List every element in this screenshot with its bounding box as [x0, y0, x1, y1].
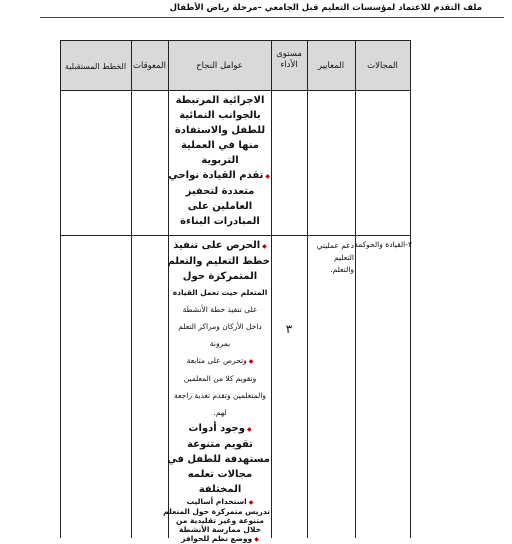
row2-line: ◆وجود أدوات	[188, 423, 252, 434]
header-cell-obstacles	[131, 40, 168, 90]
row2-line: المتمركزة حول	[182, 271, 258, 282]
table-border-right	[410, 40, 411, 538]
table-border-left	[60, 40, 61, 538]
table-header-bottom	[60, 90, 410, 91]
row2-line: تقويم متنوعة	[187, 439, 253, 450]
bullet-icon: ◆	[246, 426, 252, 433]
header-future-label: الخطط المستقبلية	[64, 62, 127, 71]
row2-line: على تنفيذ خطة الأنشطة	[182, 305, 258, 314]
row2-line: لهم.	[213, 408, 227, 417]
row2-line: مجالات تعلمه	[187, 469, 253, 480]
row1-line: بالجوانب النمائية	[179, 110, 261, 121]
row2-line: متنوعة وغير تقليدية من	[176, 516, 264, 525]
bullet-icon: ◆	[265, 173, 270, 180]
row2-line: المتعلم حيث تعمل القيادة	[172, 288, 268, 297]
row2-line: تدريس متمركزة حول المتعلم	[163, 507, 270, 516]
bullet-icon: ◆	[254, 536, 259, 543]
row1-success-factors	[170, 93, 270, 229]
header-cell-level	[271, 40, 307, 90]
bullet-icon: ◆	[248, 358, 254, 365]
row2-line: ◆استخدام أساليب	[186, 497, 254, 506]
row2-success-factors	[163, 238, 270, 544]
header-success-label: عوامل النجاح	[196, 61, 243, 71]
row2-line: وتقويم كلا من المعلمين	[183, 374, 257, 383]
row2-level: ٣	[285, 322, 293, 336]
row2-line: ◆وتحرص على متابعة	[186, 356, 254, 365]
row1-line: الاجرائية المرتبطة	[175, 95, 265, 106]
row1-line: ◆تقدم القيادة نواحي	[168, 170, 270, 181]
header-cell-future-plans	[60, 40, 131, 90]
header-domains-label: المجالات	[367, 61, 398, 71]
column-divider-domains	[355, 40, 356, 538]
column-divider-standards	[307, 40, 308, 538]
row1-line: متعددة لتحفيز	[185, 186, 255, 197]
header-standards-label: المعايير	[317, 61, 345, 71]
row1-line: المبادرات البناءة	[180, 216, 260, 227]
document-title: ملف التقدم للاعتماد لمؤسسات التعليم قبل الجامعي –مرحلة رياض الأطفال	[169, 3, 482, 13]
row2-line: والمتعلمين وتقدم تغذية راجعة	[174, 391, 266, 400]
row1-line: التربوية	[201, 155, 239, 166]
row2-line: بمرونة	[209, 339, 231, 348]
row2-standard: دعم عمليتي التعليم والتعلم.	[316, 241, 354, 274]
row2-line: خطط التعليم والتعلم	[167, 256, 270, 267]
table-border-top	[60, 40, 410, 41]
header-cell-standards	[307, 40, 355, 90]
header-rule	[40, 17, 504, 18]
row1-line: للطفل والاستفادة	[174, 125, 266, 136]
row2-domain: ٢-القيادة والحوكمة	[354, 240, 412, 249]
row1-line: العاملين على	[187, 201, 253, 212]
row2-line: ◆ووضع نظم للحوافز	[181, 534, 259, 543]
bullet-icon: ◆	[262, 243, 267, 250]
row2-line: مستهدفة للطفل في	[167, 454, 270, 465]
row2-line: ◆الحرص على تنفيذ	[173, 240, 267, 251]
header-cell-success-factors	[168, 40, 271, 90]
table-row-divider	[60, 235, 410, 236]
bullet-icon: ◆	[248, 499, 254, 506]
header-level-label: مستوى الأداء	[276, 49, 302, 70]
row2-line: خلال ممارسة الأنشطة	[178, 525, 262, 534]
header-obstacles-label: المعوقات	[132, 61, 166, 71]
row2-line: المختلفة	[198, 484, 242, 495]
header-cell-domains	[355, 40, 410, 90]
column-divider-obstacles	[131, 40, 132, 538]
column-divider-level	[271, 40, 272, 538]
row2-line: داخل الأركان ومراكز التعلم	[178, 322, 262, 331]
row1-line: منها في العملية	[180, 140, 260, 151]
